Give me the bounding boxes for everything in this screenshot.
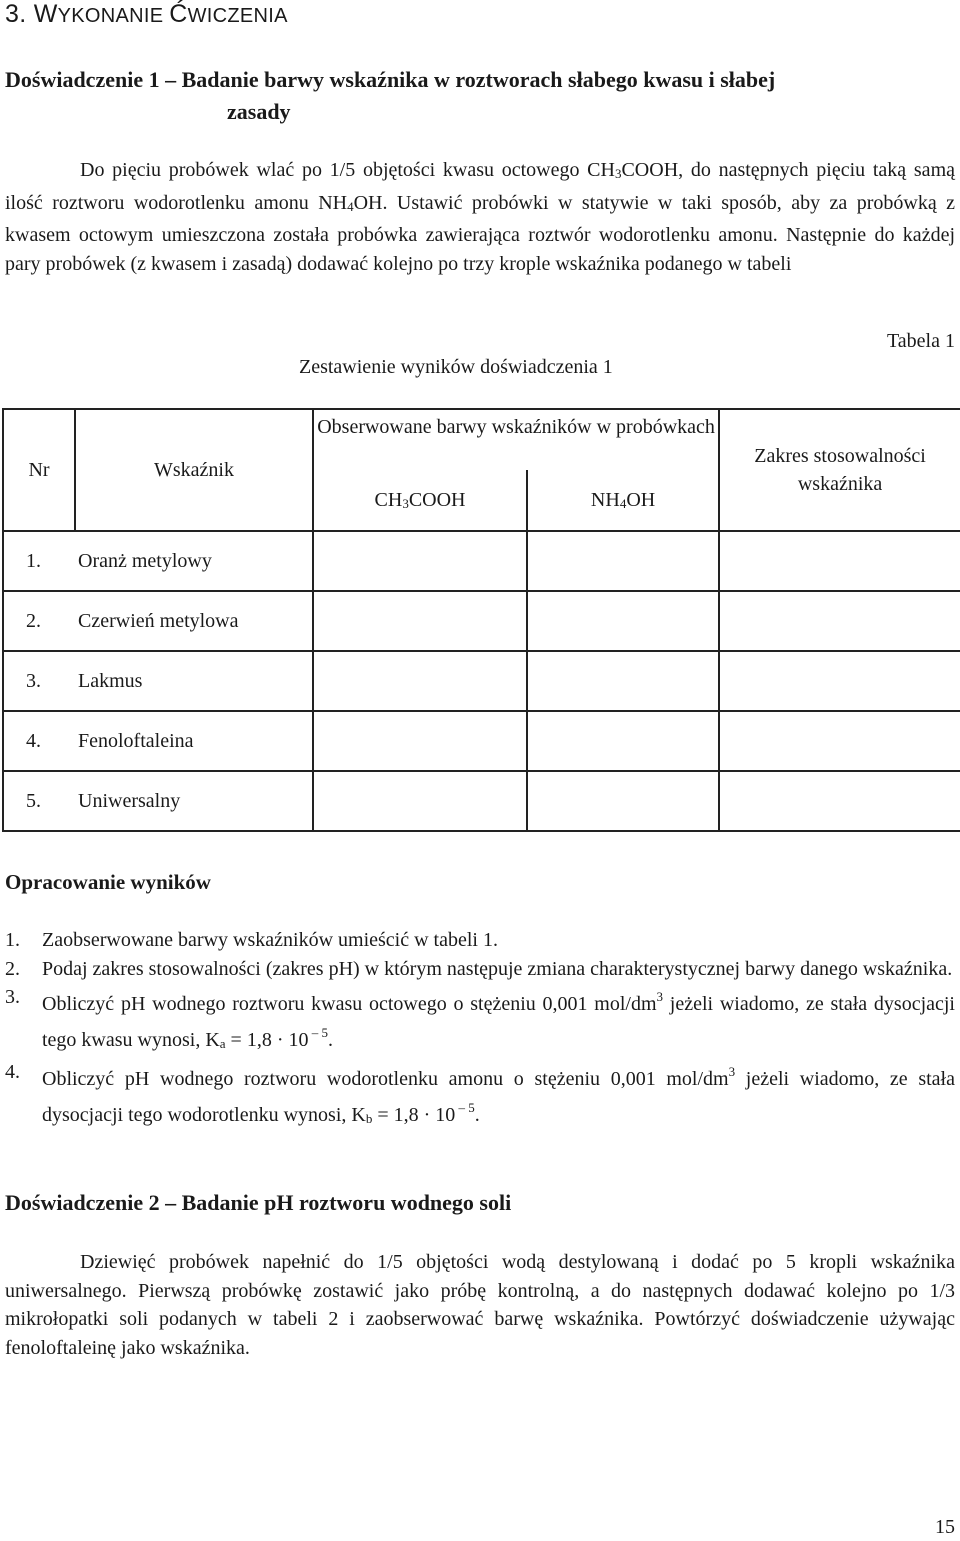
row-base-cell[interactable] bbox=[527, 531, 719, 591]
table-caption: Zestawienie wyników doświadczenia 1 bbox=[299, 356, 613, 378]
i4-text-d: . bbox=[474, 1103, 480, 1126]
row-indicator: Lakmus bbox=[75, 651, 313, 711]
row-acid-cell[interactable] bbox=[313, 651, 527, 711]
title-initial-1: W bbox=[33, 0, 58, 28]
item-text: Zaobserwowane barwy wskaźników umieścić w tabeli 1. bbox=[42, 929, 498, 951]
title-rest-2: WICZENIA bbox=[187, 5, 288, 27]
item-text: Podaj zakres stosowalności (zakres pH) w którym następuje zmiana charakterystycznej barwy danego wskaźnika. bbox=[42, 957, 953, 980]
row-nr: 5. bbox=[3, 771, 75, 831]
results-list bbox=[5, 926, 955, 1133]
title-rest-1: YKONANIE bbox=[57, 5, 170, 27]
row-nr: 1. bbox=[3, 531, 75, 591]
exp1-text-2: COOH, do następnych pięciu taką samą ilość roztworu wodorotlenku amonu NH bbox=[5, 159, 955, 214]
i4-sub: b bbox=[365, 1110, 373, 1126]
exp1-heading-line2: zasady bbox=[227, 99, 291, 124]
row-acid-cell[interactable] bbox=[313, 591, 527, 651]
i3-text-b: jeżeli wiadomo, ze stała dysocjacji tego kwasu wynosi, K bbox=[42, 993, 955, 1051]
row-base-cell[interactable] bbox=[527, 651, 719, 711]
row-nr: 4. bbox=[3, 711, 75, 771]
row-indicator: Oranż metylowy bbox=[75, 531, 313, 591]
base-a: NH bbox=[590, 488, 620, 511]
exp1-text-3: OH. Ustawić probówki w statywie w taki sposób, aby za probówką z kwasem octowym umieszczona została probówka zawierająca roztwór wodorotlenku amonu. Następnie do każdej pary probówek (z kwasem i zasadą) dodawać kolejno po trzy krople wskaźnika podanego w tabeli bbox=[5, 191, 955, 275]
acid-a: CH bbox=[374, 488, 403, 511]
i3-sub: a bbox=[219, 1035, 226, 1051]
table-row bbox=[3, 771, 960, 831]
item-number: 2. bbox=[5, 957, 20, 980]
row-nr: 2. bbox=[3, 591, 75, 651]
item-number: 3. bbox=[5, 986, 20, 1008]
i3-text-a: Obliczyć pH wodnego roztworu kwasu octowego o stężeniu 0,001 mol/dm bbox=[42, 993, 657, 1015]
exp1-sub-2: 4 bbox=[347, 198, 354, 214]
i3-sup: 3 bbox=[656, 989, 664, 1004]
acid-b: COOH bbox=[408, 488, 466, 511]
row-acid-cell[interactable] bbox=[313, 771, 527, 831]
table-label: Tabela 1 bbox=[886, 330, 955, 352]
header-range: Zakres stosowalności wskaźnika bbox=[719, 409, 960, 531]
row-range-cell[interactable] bbox=[719, 651, 960, 711]
header-acid bbox=[313, 470, 527, 531]
header-nr: Nr bbox=[3, 409, 75, 531]
page-number: 15 bbox=[935, 1516, 955, 1538]
row-base-cell[interactable] bbox=[527, 771, 719, 831]
section-number: 3. bbox=[5, 0, 27, 28]
exp1-heading-line1: Doświadczenie 1 – Badanie barwy wskaźnika w roztworach słabego kwasu i słabej bbox=[5, 67, 776, 92]
exp1-sub-1: 3 bbox=[614, 166, 622, 181]
i4-sup: 3 bbox=[728, 1064, 736, 1079]
i3-exp: – 5 bbox=[308, 1024, 328, 1040]
i4-text-a: Obliczyć pH wodnego roztworu wodorotlenku amonu o stężeniu 0,001 mol/dm bbox=[42, 1068, 729, 1090]
table-row bbox=[3, 711, 960, 771]
base-b: OH bbox=[626, 488, 656, 511]
row-range-cell[interactable] bbox=[719, 591, 960, 651]
exp2-heading: Doświadczenie 2 – Badanie pH roztworu wodnego soli bbox=[5, 1190, 512, 1215]
table-row bbox=[3, 651, 960, 711]
exp2-paragraph: Dziewięć probówek napełnić do 1/5 objętości wodą destylowaną i dodać po 5 kropli wskaźnika uniwersalnego. Pierwszą probówkę zostawić jako próbę kontrolną, a do następnych dodawać kolejno po 1/3 mikrołopatki soli podanych w tabeli 2 i zaobserwować barwę wskaźnika. Powtórzyć doświadczenie używając fenoloftaleinę jako wskaźnika. bbox=[5, 1251, 955, 1359]
exp1-paragraph bbox=[5, 156, 955, 278]
row-nr: 3. bbox=[3, 651, 75, 711]
row-indicator: Fenoloftaleina bbox=[75, 711, 313, 771]
row-acid-cell[interactable] bbox=[313, 711, 527, 771]
section-title bbox=[5, 0, 288, 29]
list-item bbox=[5, 1058, 955, 1133]
item-number: 4. bbox=[5, 1061, 20, 1083]
row-base-cell[interactable] bbox=[527, 711, 719, 771]
list-item bbox=[5, 983, 955, 1058]
list-item bbox=[5, 926, 955, 955]
acid-sub: 3 bbox=[402, 495, 409, 511]
results-table bbox=[2, 408, 960, 832]
list-item bbox=[5, 955, 955, 984]
exp1-text-1: Do pięciu probówek wlać po 1/5 objętości kwasu octowego CH bbox=[80, 159, 615, 181]
header-observed: Obserwowane barwy wskaźników w probówkach bbox=[313, 409, 719, 470]
i4-text-c: = 1,8 · 10 bbox=[372, 1103, 456, 1126]
i4-text-b: jeżeli wiadomo, ze stała dysocjacji tego wodorotlenku wynosi, K bbox=[42, 1068, 955, 1126]
header-indicator: Wskaźnik bbox=[75, 409, 313, 531]
row-base-cell[interactable] bbox=[527, 591, 719, 651]
row-acid-cell[interactable] bbox=[313, 531, 527, 591]
i3-text-c: = 1,8 · 10 bbox=[225, 1028, 309, 1051]
title-initial-2: Ć bbox=[169, 0, 188, 28]
row-range-cell[interactable] bbox=[719, 531, 960, 591]
exp1-heading bbox=[5, 64, 955, 128]
results-heading: Opracowanie wyników bbox=[5, 870, 211, 894]
i4-exp: – 5 bbox=[455, 1099, 475, 1115]
i3-text-d: . bbox=[328, 1028, 333, 1051]
base-sub: 4 bbox=[619, 495, 627, 511]
table-row bbox=[3, 591, 960, 651]
row-range-cell[interactable] bbox=[719, 771, 960, 831]
header-base bbox=[527, 470, 719, 531]
row-indicator: Uniwersalny bbox=[75, 771, 313, 831]
row-range-cell[interactable] bbox=[719, 711, 960, 771]
table-row bbox=[3, 531, 960, 591]
item-number: 1. bbox=[5, 929, 20, 951]
item-text bbox=[42, 1058, 955, 1133]
item-text bbox=[42, 983, 955, 1058]
row-indicator: Czerwień metylowa bbox=[75, 591, 313, 651]
